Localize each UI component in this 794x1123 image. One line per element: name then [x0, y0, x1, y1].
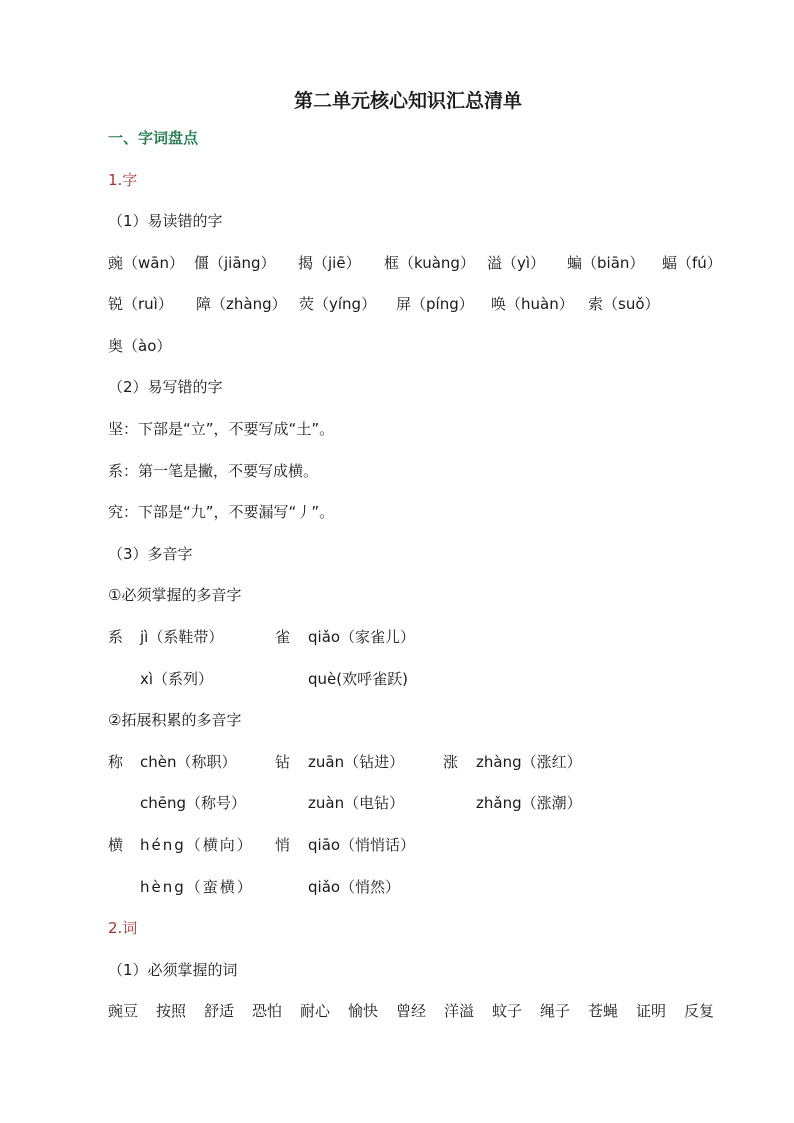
easy-read-item: 唤（huàn） [491, 295, 574, 313]
easy-read-item: 僵（jiāng） [194, 254, 276, 272]
easy-read-item: 框（kuàng） [384, 254, 475, 272]
must-words-heading: （1）必须掌握的词 [108, 961, 238, 979]
polyphone-char: 系 [108, 628, 124, 646]
polyphone-char: 横 [108, 836, 124, 854]
vocab-word: 证明 [636, 1002, 667, 1020]
polyphone-reading: qiǎo（悄然） [308, 878, 401, 896]
polyphone-char: 雀 [275, 628, 291, 646]
polyphone-reading: zuàn（电钻） [308, 794, 405, 812]
vocab-word: 舒适 [204, 1002, 235, 1020]
section-heading-words: 一、字词盘点 [108, 129, 199, 147]
page-title: 第二单元核心知识汇总清单 [293, 90, 522, 112]
easy-read-item: 蝙（biān） [567, 254, 645, 272]
vocab-word: 愉快 [348, 1002, 379, 1020]
easy-read-item: 揭（jiē） [298, 254, 361, 272]
subheading-characters: 1.字 [108, 171, 138, 189]
easy-read-item: 索（suǒ） [588, 295, 660, 313]
easy-write-item: 系：第一笔是撇，不要写成横。 [108, 462, 319, 480]
vocab-word: 耐心 [300, 1002, 331, 1020]
polyphone-reading: xì（系列） [140, 670, 214, 688]
polyphone-reading: hèng（蛮横） [140, 878, 254, 896]
easy-read-item: 障（zhàng） [196, 295, 287, 313]
polyphone-char: 钻 [275, 753, 291, 771]
vocab-word: 蚊子 [492, 1002, 523, 1020]
polyphone-char: 称 [108, 753, 124, 771]
polyphone-reading: zuān（钻进） [308, 753, 405, 771]
polyphone-reading: què(欢呼雀跃) [308, 670, 408, 688]
vocab-word: 反复 [684, 1002, 715, 1020]
easy-write-item: 究：下部是“九”，不要漏写“丿”。 [108, 503, 335, 521]
polyphone-reading: zhǎng（涨潮） [476, 794, 582, 812]
polyphone-reading: héng（横向） [140, 836, 254, 854]
vocab-word: 绳子 [540, 1002, 571, 1020]
easy-read-item: 蝠（fú） [662, 254, 722, 272]
easy-read-item: 屏（píng） [396, 295, 474, 313]
vocab-word: 苍蝇 [588, 1002, 619, 1020]
vocab-word: 洋溢 [444, 1002, 475, 1020]
easy-read-item: 奥（ào） [108, 337, 172, 355]
vocab-word: 恐怕 [252, 1002, 283, 1020]
polyphone-reading: zhàng（涨红） [476, 753, 582, 771]
polyphone-char: 涨 [443, 753, 459, 771]
easy-read-item: 溢（yì） [487, 254, 546, 272]
polyphone-reading: qiǎo（家雀儿） [308, 628, 416, 646]
vocab-word: 按照 [156, 1002, 187, 1020]
vocab-word: 豌豆 [108, 1002, 139, 1020]
must-polyphone-heading: ①必须掌握的多音字 [108, 586, 242, 604]
easy-read-item: 荧（yíng） [299, 295, 377, 313]
polyphone-reading: jì（系鞋带） [140, 628, 224, 646]
polyphone-char: 悄 [275, 836, 291, 854]
easy-read-heading: （1）易读错的字 [108, 212, 223, 230]
easy-read-item: 豌（wān） [108, 254, 184, 272]
easy-read-item: 锐（ruì） [108, 295, 173, 313]
subheading-words: 2.词 [108, 919, 138, 937]
easy-write-heading: （2）易写错的字 [108, 378, 223, 396]
easy-write-item: 坚：下部是“立”，不要写成“土”。 [108, 420, 335, 438]
polyphone-reading: chēng（称号） [140, 794, 247, 812]
extended-polyphone-heading: ②拓展积累的多音字 [108, 711, 242, 729]
polyphone-heading: （3）多音字 [108, 545, 193, 563]
polyphone-reading: qiāo（悄悄话） [308, 836, 416, 854]
vocab-word: 曾经 [396, 1002, 427, 1020]
polyphone-reading: chèn（称职） [140, 753, 237, 771]
